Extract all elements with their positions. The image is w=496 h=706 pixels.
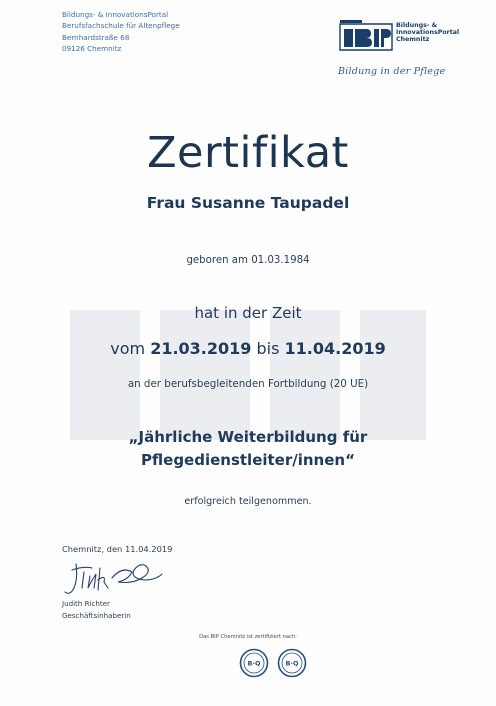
handwritten-signature (62, 558, 172, 600)
course-title-line: Pflegedienstleiter/innen“ (141, 451, 355, 469)
sender-line: Bildungs- & InnovationsPortal (62, 10, 169, 19)
place-date: Chemnitz, den 11.04.2019 (62, 544, 173, 554)
sender-line: 09126 Chemnitz (62, 43, 122, 53)
result-text: erfolgreich teilgenommen. (184, 496, 312, 507)
course-title-line: „Jährliche Weiterbildung für (128, 428, 368, 446)
signer-name: Judith Richter (62, 599, 110, 608)
sender-address (62, 9, 180, 54)
recipient-name: Frau Susanne Taupadel (146, 194, 350, 212)
sender-line: Berufsfachschule für Altenpflege (62, 21, 180, 31)
date-to: 11.04.2019 (284, 339, 386, 358)
logo-text (396, 22, 459, 44)
logo-tagline: Bildung in der Pflege (338, 66, 446, 77)
course-title (0, 426, 496, 472)
signer-role: Geschäftsinhaberin (62, 610, 131, 620)
certificate-title: Zertifikat (147, 128, 349, 178)
course-intro: an der berufsbegleitenden Fortbildung (20 UE) (127, 378, 369, 390)
period-intro: hat in der Zeit (194, 304, 302, 322)
bip-logo-icon (338, 20, 394, 54)
logo-text-line: InnovationsPortal (396, 29, 460, 37)
bip-logo (338, 20, 468, 56)
certification-seal-icon (277, 648, 307, 678)
signer-block (62, 598, 131, 621)
to-word: bis (256, 339, 280, 358)
birth-date: geboren am 01.03.1984 (186, 255, 310, 266)
logo-text-line: Bildungs- & (396, 22, 438, 29)
from-word: vom (110, 339, 146, 358)
logo-text-line: Chemnitz (396, 36, 430, 44)
certification-seal-icon (239, 648, 269, 678)
date-from: 21.03.2019 (150, 339, 252, 358)
sender-line: Bernhardstraße 68 (62, 32, 130, 42)
seal-label: B·Q (285, 659, 299, 668)
date-range (0, 339, 496, 358)
seal-label: B·Q (247, 659, 261, 668)
certification-note: Das BIP Chemnitz ist zertifiziert nach: (199, 634, 297, 640)
